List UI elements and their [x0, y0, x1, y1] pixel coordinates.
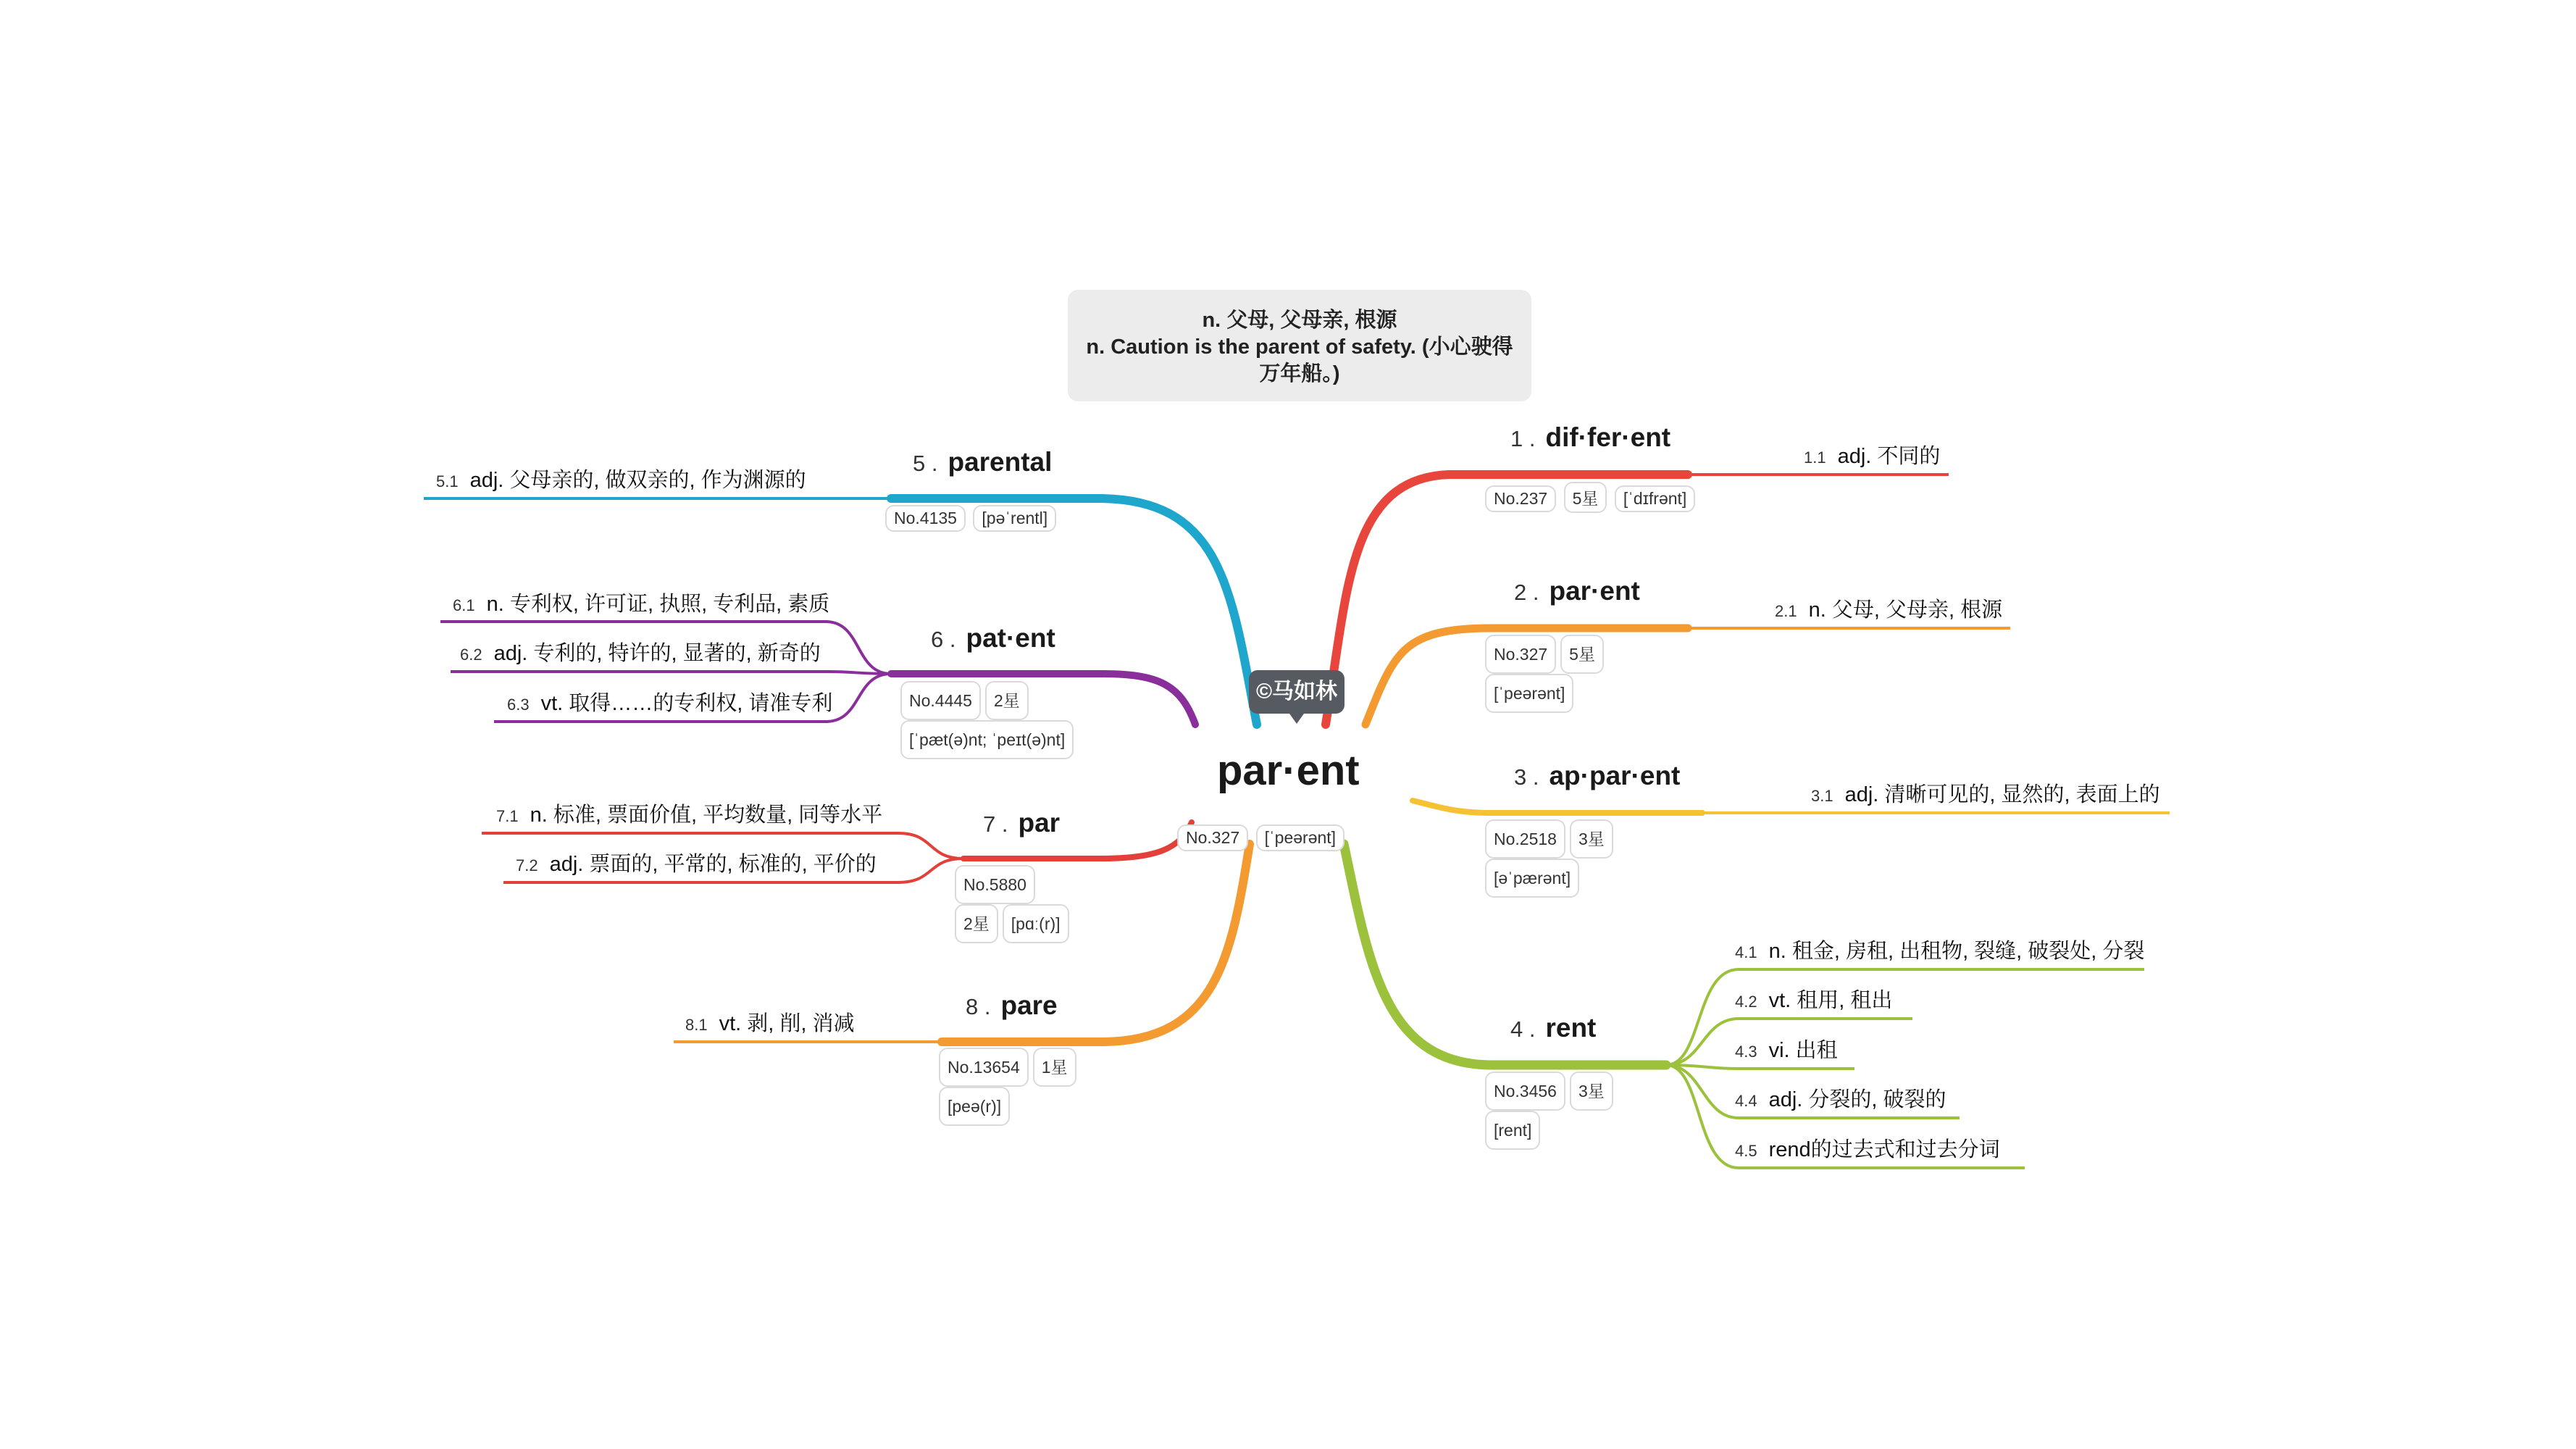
branch-4-title[interactable] — [1510, 1013, 1596, 1043]
branch-1-number: 1 . — [1510, 426, 1536, 451]
branch-5-no-tag: No.4135 — [885, 505, 966, 532]
sub-4-3[interactable] — [1735, 1034, 1838, 1064]
sub-6-1[interactable] — [453, 588, 829, 617]
branch-1-tags — [1485, 482, 1699, 513]
sub-4-2[interactable] — [1735, 984, 1892, 1014]
branch-2-no-tag: No.327 — [1485, 635, 1556, 674]
sub-4-1[interactable] — [1735, 935, 2144, 964]
sub-4-1-text: n. 租金, 房租, 出租物, 裂缝, 破裂处, 分裂 — [1768, 940, 2145, 963]
branch-2-number: 2 . — [1514, 580, 1539, 605]
branch-4-star-tag: 3星 — [1570, 1072, 1613, 1111]
sub-7-2[interactable] — [516, 848, 877, 877]
branch-6-title[interactable] — [931, 623, 1055, 653]
branch-3-connector — [1413, 801, 1702, 813]
branch-2-tags — [1485, 635, 1673, 713]
branch-7-phonetic-tag: [pɑː(r)] — [1003, 904, 1069, 943]
note-line-1: n. 父母, 父母亲, 根源 — [1202, 309, 1397, 332]
branch-3-star-tag: 3星 — [1570, 819, 1613, 859]
sub-7-1[interactable] — [496, 798, 882, 828]
branch-5-number: 5 . — [913, 451, 938, 476]
branch-7-no-tag: No.5880 — [955, 865, 1035, 904]
branch-7-number: 7 . — [983, 811, 1008, 837]
sub-8-1-number: 8.1 — [685, 1016, 708, 1034]
sub-4-3-number: 4.3 — [1735, 1043, 1757, 1061]
branch-6-star-tag: 2星 — [985, 681, 1029, 720]
sub-4-2-number: 4.2 — [1735, 993, 1757, 1011]
sub-6-2-number: 6.2 — [460, 646, 482, 664]
sub-7-2-text: adj. 票面的, 平常的, 标准的, 平价的 — [549, 853, 877, 876]
branch-4-word: rent — [1545, 1013, 1597, 1043]
branch-8-no-tag: No.13654 — [939, 1048, 1029, 1087]
sub-6-3[interactable] — [507, 687, 832, 717]
branch-4-number: 4 . — [1510, 1016, 1536, 1042]
branch-2-word: par·ent — [1549, 576, 1640, 606]
branch-2-title[interactable] — [1514, 576, 1640, 606]
branch-4-tags — [1485, 1072, 1673, 1150]
branch-3-word: ap·par·ent — [1549, 761, 1681, 790]
sub-6-3-text: vt. 取得……的专利权, 请准专利 — [540, 692, 833, 715]
sub-4-4-text: adj. 分裂的, 破裂的 — [1768, 1088, 1946, 1111]
copyright-label: ©马如林 — [1249, 670, 1345, 714]
root-phonetic-tag: [ˈpeərənt] — [1256, 824, 1345, 851]
root-no-tag: No.327 — [1177, 824, 1248, 851]
sub-2-1[interactable] — [1775, 593, 2002, 623]
sub-7-1-number: 7.1 — [496, 807, 519, 825]
sub-6-2-text: adj. 专利的, 特许的, 显著的, 新奇的 — [493, 642, 821, 665]
branch-7-title[interactable] — [983, 808, 1060, 838]
sub-3-1[interactable] — [1811, 778, 2160, 808]
sub-7-1-text: n. 标准, 票面价值, 平均数量, 同等水平 — [530, 803, 883, 827]
branch-8-title[interactable] — [966, 990, 1058, 1021]
sub-8-1-text: vt. 剥, 削, 消减 — [719, 1012, 855, 1035]
root-tags — [1177, 824, 1349, 851]
branch-8-number: 8 . — [966, 994, 991, 1019]
sub-6-2[interactable] — [460, 637, 821, 667]
branch-4-phonetic-tag: [rent] — [1485, 1111, 1540, 1150]
sub-6-1-number: 6.1 — [453, 596, 475, 614]
branch-5-title[interactable] — [913, 447, 1052, 477]
branch-3-number: 3 . — [1514, 764, 1539, 790]
branch-2-phonetic-tag: [ˈpeərənt] — [1485, 674, 1573, 713]
note-line-2: n. Caution is the parent of safety. (小心驶得万年船。) — [1086, 335, 1513, 385]
branch-1-phonetic-tag: [ˈdɪfrənt] — [1615, 485, 1695, 512]
branch-3-tags — [1485, 819, 1673, 898]
sub-6-1-text: n. 专利权, 许可证, 执照, 专利品, 素质 — [486, 593, 830, 616]
branch-7-word: par — [1018, 808, 1061, 838]
branch-1-star-tag: 5星 — [1564, 482, 1607, 513]
branch-5-word: parental — [948, 447, 1053, 477]
sub-3-1-number: 3.1 — [1811, 787, 1833, 805]
sub-1-1-number: 1.1 — [1804, 448, 1826, 467]
sub-4-3-text: vi. 出租 — [1768, 1039, 1838, 1062]
sub-4-1-number: 4.1 — [1735, 943, 1757, 961]
branch-3-title[interactable] — [1514, 761, 1680, 791]
sub-7-2-number: 7.2 — [516, 856, 538, 874]
branch-1-title[interactable] — [1510, 422, 1670, 453]
branch-6-word: pat·ent — [966, 623, 1055, 653]
branch-1-word: dif·fer·ent — [1545, 422, 1671, 452]
sub-1-1-text: adj. 不同的 — [1837, 445, 1941, 468]
branch-2-star-tag: 5星 — [1560, 635, 1604, 674]
branch-5-phonetic-tag: [pəˈrentl] — [973, 505, 1056, 532]
sub-3-1-text: adj. 清晰可见的, 显然的, 表面上的 — [1844, 783, 2160, 806]
branch-1-no-tag: No.237 — [1485, 485, 1556, 512]
sub-5-1-text: adj. 父母亲的, 做双亲的, 作为渊源的 — [469, 469, 806, 492]
sub-4-5[interactable] — [1735, 1133, 2000, 1163]
sub-1-1[interactable] — [1804, 440, 1940, 469]
root-word[interactable]: par·ent — [1217, 747, 1360, 794]
sub-8-1[interactable] — [685, 1007, 855, 1037]
branch-4-no-tag: No.3456 — [1485, 1072, 1565, 1111]
sub-2-1-text: n. 父母, 父母亲, 根源 — [1808, 598, 2003, 622]
branch-5-tags — [885, 505, 1061, 532]
sub-4-5-text: rend的过去式和过去分词 — [1768, 1138, 2000, 1161]
branch-3-no-tag: No.2518 — [1485, 819, 1565, 859]
sub-2-1-number: 2.1 — [1775, 602, 1797, 620]
branch-8-tags — [939, 1048, 1113, 1126]
branch-3-phonetic-tag: [əˈpærənt] — [1485, 859, 1579, 898]
definition-note — [1068, 290, 1531, 401]
sub-4-5-number: 4.5 — [1735, 1142, 1757, 1160]
branch-8-word: pare — [1000, 990, 1058, 1020]
branch-6-no-tag: No.4445 — [900, 681, 981, 720]
sub-5-1[interactable] — [436, 464, 806, 493]
sub-5-1-number: 5.1 — [436, 472, 459, 490]
branch-6-phonetic-tag: [ˈpæt(ə)nt; ˈpeɪt(ə)nt] — [900, 720, 1074, 759]
sub-4-4[interactable] — [1735, 1083, 1946, 1113]
branch-7-tags — [955, 865, 1100, 943]
sub-4-4-number: 4.4 — [1735, 1092, 1757, 1110]
sub-4-3-line — [1666, 1065, 1854, 1069]
sub-6-2-line — [451, 672, 891, 674]
branch-8-phonetic-tag: [peə(r)] — [939, 1087, 1010, 1126]
branch-6-tags — [900, 681, 1111, 759]
branch-6-number: 6 . — [931, 627, 956, 652]
branch-8-star-tag: 1星 — [1033, 1048, 1076, 1087]
sub-6-3-number: 6.3 — [507, 696, 530, 714]
sub-4-2-text: vt. 租用, 租出 — [1768, 989, 1893, 1012]
branch-7-star-tag: 2星 — [955, 904, 998, 943]
